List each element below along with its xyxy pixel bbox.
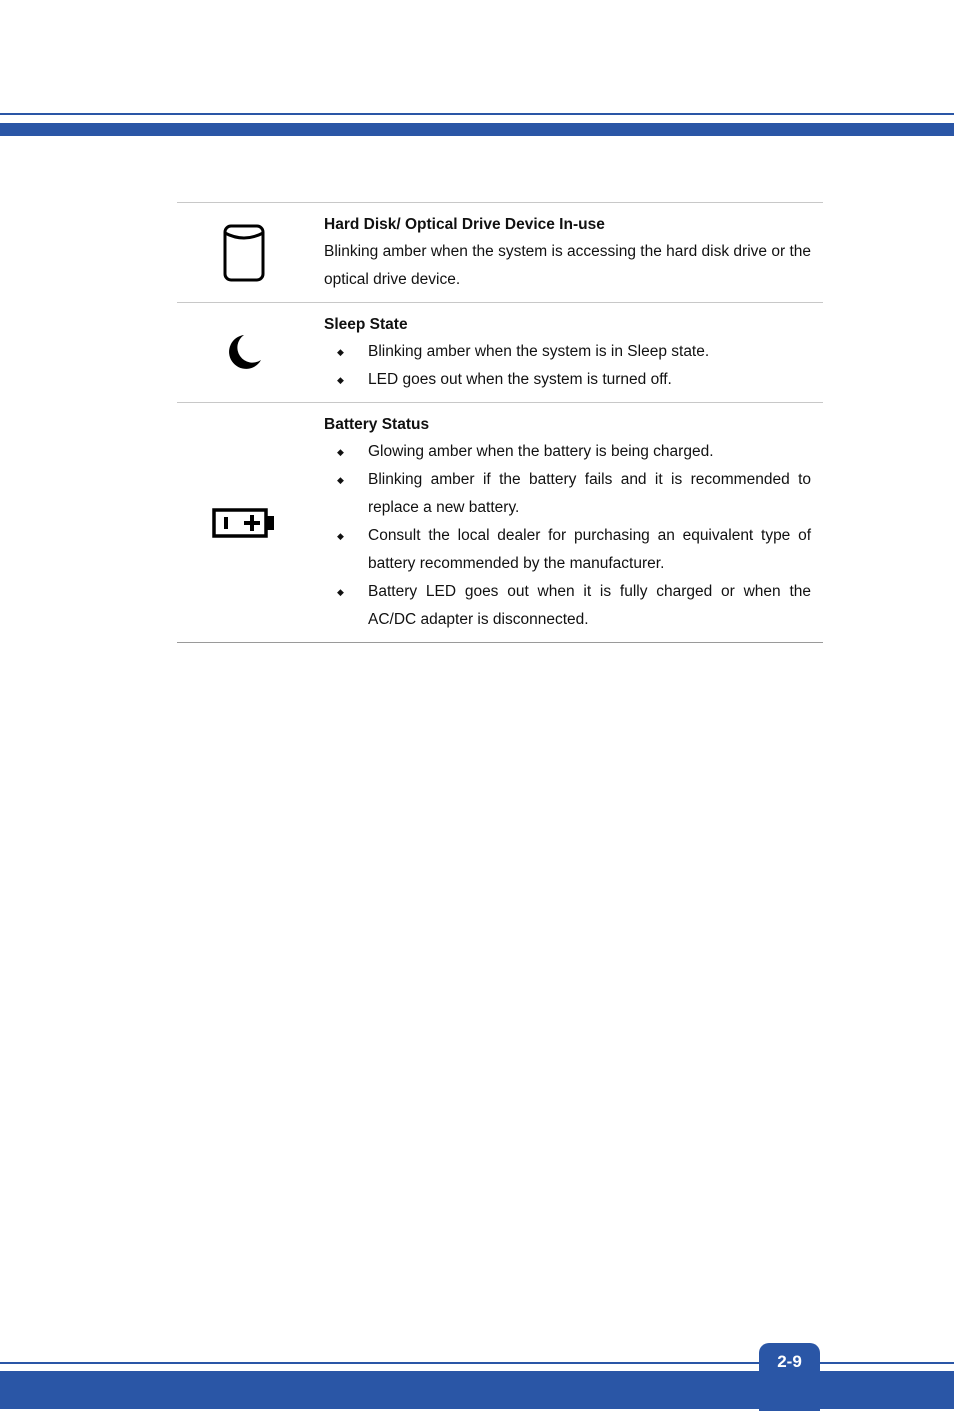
- table-row-sleep: [177, 303, 823, 403]
- list-item-text: LED goes out when the system is turned off.: [368, 371, 672, 388]
- list-item: [324, 366, 811, 394]
- icon-cell: [177, 403, 311, 643]
- list-item-text: Blinking amber when the system is in Sleep state.: [368, 343, 710, 360]
- table-row-hard-disk: [177, 203, 823, 303]
- text-cell: [311, 403, 823, 643]
- diamond-bullet-icon: ◆: [337, 375, 344, 385]
- list-item-text: Blinking amber if the battery fails and it is recommended to replace a new battery.: [368, 471, 811, 516]
- table-row-battery: [177, 403, 823, 643]
- hard-disk-icon: [222, 223, 266, 283]
- bullet-list: [324, 438, 811, 634]
- list-item-text: Glowing amber when the battery is being charged.: [368, 443, 714, 460]
- diamond-bullet-icon: ◆: [337, 531, 344, 541]
- list-item-text: Battery LED goes out when it is fully charged or when the AC/DC adapter is disconnected.: [368, 583, 811, 628]
- row-title: Sleep State: [324, 316, 408, 333]
- list-item: [324, 522, 811, 578]
- text-cell: [311, 203, 823, 303]
- list-item-text: Consult the local dealer for purchasing an equivalent type of battery recommended by the manufacturer.: [368, 527, 811, 572]
- diamond-bullet-icon: ◆: [337, 447, 344, 457]
- list-item: [324, 466, 811, 522]
- bullet-list: [324, 338, 811, 394]
- page-number: 2-9: [759, 1343, 820, 1411]
- battery-icon: [212, 507, 276, 539]
- icon-cell: [177, 303, 311, 403]
- text-cell: [311, 303, 823, 403]
- diamond-bullet-icon: ◆: [337, 347, 344, 357]
- header-rule-thin: [0, 113, 954, 115]
- icon-cell: [177, 203, 311, 303]
- list-item: [324, 438, 811, 466]
- row-title: Battery Status: [324, 416, 430, 433]
- list-item: [324, 338, 811, 366]
- row-description: Blinking amber when the system is accessing the hard disk drive or the optical drive device.: [324, 243, 811, 288]
- list-item: [324, 578, 811, 634]
- diamond-bullet-icon: ◆: [337, 475, 344, 485]
- led-indicator-table: [177, 202, 823, 643]
- moon-icon: [224, 333, 264, 373]
- diamond-bullet-icon: ◆: [337, 587, 344, 597]
- row-title: Hard Disk/ Optical Drive Device In-use: [324, 216, 605, 233]
- header-rule-thick: [0, 123, 954, 136]
